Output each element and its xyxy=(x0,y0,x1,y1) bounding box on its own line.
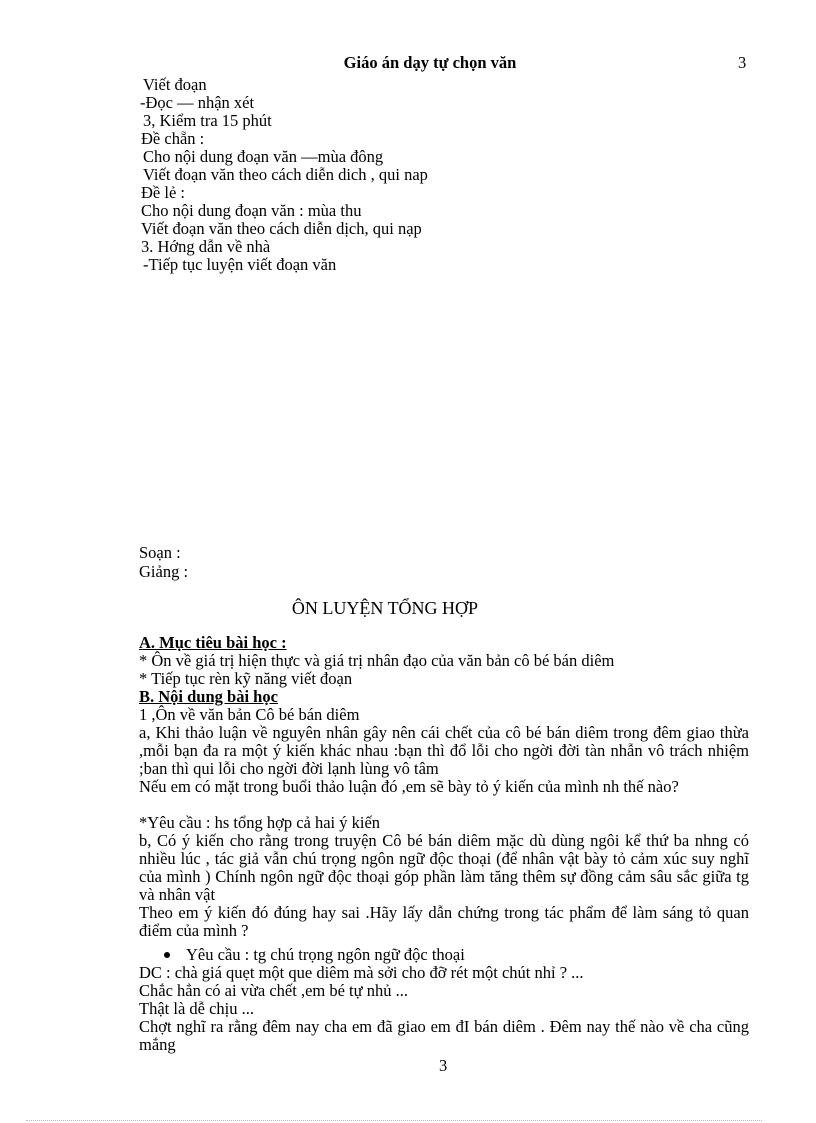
bullet-icon xyxy=(164,952,170,958)
text-line: 3, Kiểm tra 15 phút xyxy=(143,111,272,130)
text-line: -Tiếp tục luyện viết đoạn văn xyxy=(143,255,337,274)
text-line: -Đọc — nhận xét xyxy=(140,93,255,112)
section-b-heading: B. Nội dung bài học xyxy=(139,687,278,706)
text-line: Cho nội dung đoạn văn —mùa đông xyxy=(143,147,384,166)
a-item: * Tiếp tục rèn kỹ năng viết đoạn xyxy=(139,669,353,688)
giang-label: Giảng : xyxy=(139,562,189,581)
paragraph-b: b, Có ý kiến cho rằng trong truyện Cô bé bán diêm mặc dù dùng ngôi kể thứ ba nhng có nhiều lúc , tác giả vẫn chú trọng ngôn ngữ độc thoại (để nhân vật bày tỏ cảm xúc suy nghĩ của mình ) Chính ngôn ngữ độc thoại góp phần làm tăng thêm sự đồng cảm sâu sắc giữa tg và nhân vật xyxy=(139,831,749,904)
text-line: Viết đoạn xyxy=(143,75,207,94)
soan-label: Soạn : xyxy=(139,543,181,562)
header-page-number: 3 xyxy=(738,53,747,72)
b-subheading: 1 ,Ôn về văn bản Cô bé bán diêm xyxy=(139,705,360,724)
paragraph-a: a, Khi thảo luận về nguyên nhân gây nên cái chết của cô bé bán diêm trong đêm giao thừa ,mỗi bạn đa ra một ý kiến khác nhau :bạn thì đổ lỗi cho ngời đời tàn nhẫn vô trách nhiệm ;ban thì qui lỗi cho ngời đời lạnh lùng vô tâm xyxy=(139,723,749,778)
text-line: 3. Hớng dẫn về nhà xyxy=(141,237,271,256)
text-line: Viết đoạn văn theo cách diễn dịch, qui nạp xyxy=(141,219,422,238)
example-line: Chợt nghĩ ra rằng đêm nay cha em đã giao em đI bán diêm . Đêm nay thế nào về cha cũng mắng xyxy=(139,1017,749,1054)
page-divider xyxy=(26,1120,762,1121)
paragraph-b-question: Theo em ý kiến đó đúng hay sai .Hãy lấy dẫn chứng trong tác phẩm để làm sáng tỏ quan điểm của mình ? xyxy=(139,903,749,940)
example-line: Chắc hẳn có ai vừa chết ,em bé tự nhủ ... xyxy=(139,981,408,1000)
example-line: DC : chà giá quẹt một que diêm mà sởi cho đỡ rét một chút nhỉ ? ... xyxy=(139,963,584,982)
text-line: Cho nội dung đoạn văn : mùa thu xyxy=(141,201,362,220)
section-a-heading: A. Mục tiêu bài học : xyxy=(139,633,287,652)
text-line: Đề chẵn : xyxy=(141,129,205,148)
text-line: Viết đoạn văn theo cách diễn dich , qui nap xyxy=(143,165,428,184)
example-line: Thật là dễ chịu ... xyxy=(139,999,255,1018)
bullet-requirement: Yêu cầu : tg chú trọng ngôn ngữ độc thoại xyxy=(186,945,465,964)
a-item: * Ôn về giá trị hiện thực và giá trị nhân đạo của văn bản cô bé bán diêm xyxy=(139,651,615,670)
page-title: ÔN LUYỆN TỔNG HỢP xyxy=(291,598,479,618)
header-title: Giáo án dạy tự chọn văn xyxy=(343,53,517,72)
paragraph-question: Nếu em có mặt trong buổi thảo luận đó ,em sẽ bày tỏ ý kiến của mình nh thế nào? xyxy=(139,777,679,796)
requirement-line: *Yêu cầu : hs tổng hợp cả hai ý kiến xyxy=(139,813,381,832)
footer-page-number: 3 xyxy=(439,1056,448,1075)
text-line: Đề lẻ : xyxy=(141,183,185,202)
